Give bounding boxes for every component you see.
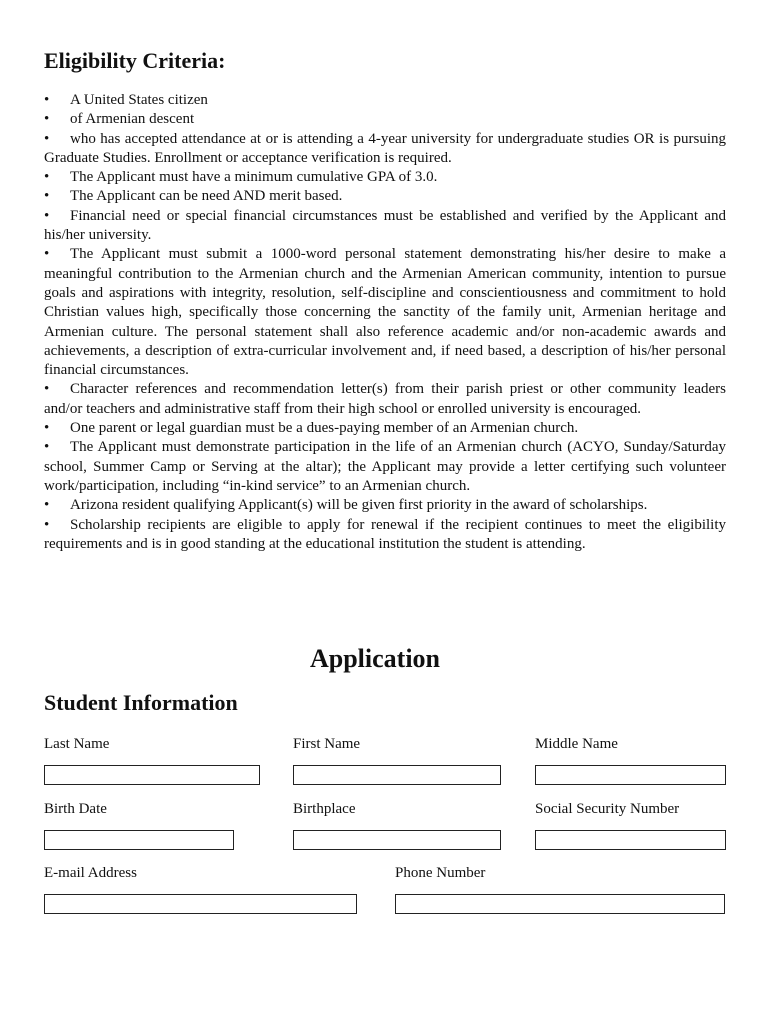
phone-label: Phone Number [395,865,486,881]
criteria-text: The Applicant can be need AND merit based. [70,188,343,205]
last-name-field[interactable] [44,765,260,785]
list-item [44,245,726,380]
list-item [44,91,726,110]
bullet-icon: • [44,246,50,263]
bullet-icon: • [44,188,50,205]
birthplace-field[interactable] [293,830,501,850]
birth-date-label: Birth Date [44,801,107,817]
middle-name-label: Middle Name [535,736,618,752]
middle-name-field[interactable] [535,765,726,785]
last-name-label: Last Name [44,736,110,752]
criteria-text: who has accepted attendance at or is attending a 4-year university for undergraduate studies OR is pursuing Graduate Studies. Enrollment or acceptance verification is required. [44,130,726,166]
eligibility-list [44,91,726,554]
criteria-text: The Applicant must have a minimum cumulative GPA of 3.0. [70,169,438,186]
list-item [44,380,726,419]
criteria-text: Scholarship recipients are eligible to apply for renewal if the recipient continues to meet the eligibility requirements and is in good standing at the educational institution the student is attending. [44,516,726,552]
email-field[interactable] [44,894,357,914]
bullet-icon: • [44,516,50,533]
eligibility-heading: Eligibility Criteria: [44,48,226,73]
birth-date-field[interactable] [44,830,234,850]
first-name-label: First Name [293,736,361,752]
ssn-field[interactable] [535,830,726,850]
list-item [44,168,726,187]
ssn-label: Social Security Number [535,801,680,817]
first-name-field[interactable] [293,765,501,785]
list-item [44,130,726,169]
bullet-icon: • [44,92,50,108]
bullet-icon: • [44,381,50,398]
bullet-icon: • [44,207,50,224]
criteria-text: The Applicant must submit a 1000-word personal statement demonstrating his/her desire to make a meaningful contribution to the Armenian church and the Armenian American community, intention to pursue goals and aspirations with integrity, resolution, self-discipline and conscientiousness and commitment to hold Christian values high, specifically those concerning the sanctity of the family unit, Armenian heritage and Armenian culture. The personal statement shall also reference academic and/or non-academic awards and achievements, a description of extra-curricular involvement and, if need based, a description of his/her personal financial circumstances. [44,246,726,379]
list-item [44,496,726,515]
criteria-text: Character references and recommendation letter(s) from their parish priest or other community leaders and/or teachers and administrative staff from their high school or enrolled university is encouraged. [44,381,726,417]
list-item [44,110,726,129]
list-item [44,438,726,496]
criteria-text: One parent or legal guardian must be a dues-paying member of an Armenian church. [70,420,579,437]
list-item [44,187,726,206]
criteria-text: The Applicant must demonstrate participation in the life of an Armenian church (ACYO, Sunday/Saturday school, Summer Camp or Serving at the altar); the Applicant may provide a letter certifying such volunteer work/participation, including “in-kind service” to an Armenian church. [44,439,726,494]
application-title: Application [309,644,441,673]
bullet-icon: • [44,169,50,186]
criteria-text: Arizona resident qualifying Applicant(s) will be given first priority in the award of scholarships. [70,497,648,514]
list-item [44,207,726,246]
list-item [44,516,726,555]
student-information-heading: Student Information [44,690,238,715]
bullet-icon: • [44,420,50,437]
criteria-text: A United States citizen [70,92,208,108]
criteria-text: Financial need or special financial circumstances must be established and verified by the Applicant and his/her university. [44,207,726,244]
bullet-icon: • [44,497,50,514]
phone-field[interactable] [395,894,725,914]
bullet-icon: • [44,111,50,128]
criteria-text: of Armenian descent [70,111,195,128]
bullet-icon: • [44,439,50,456]
bullet-icon: • [44,130,50,147]
list-item [44,419,726,438]
email-label: E-mail Address [44,865,137,881]
birthplace-label: Birthplace [293,801,356,817]
